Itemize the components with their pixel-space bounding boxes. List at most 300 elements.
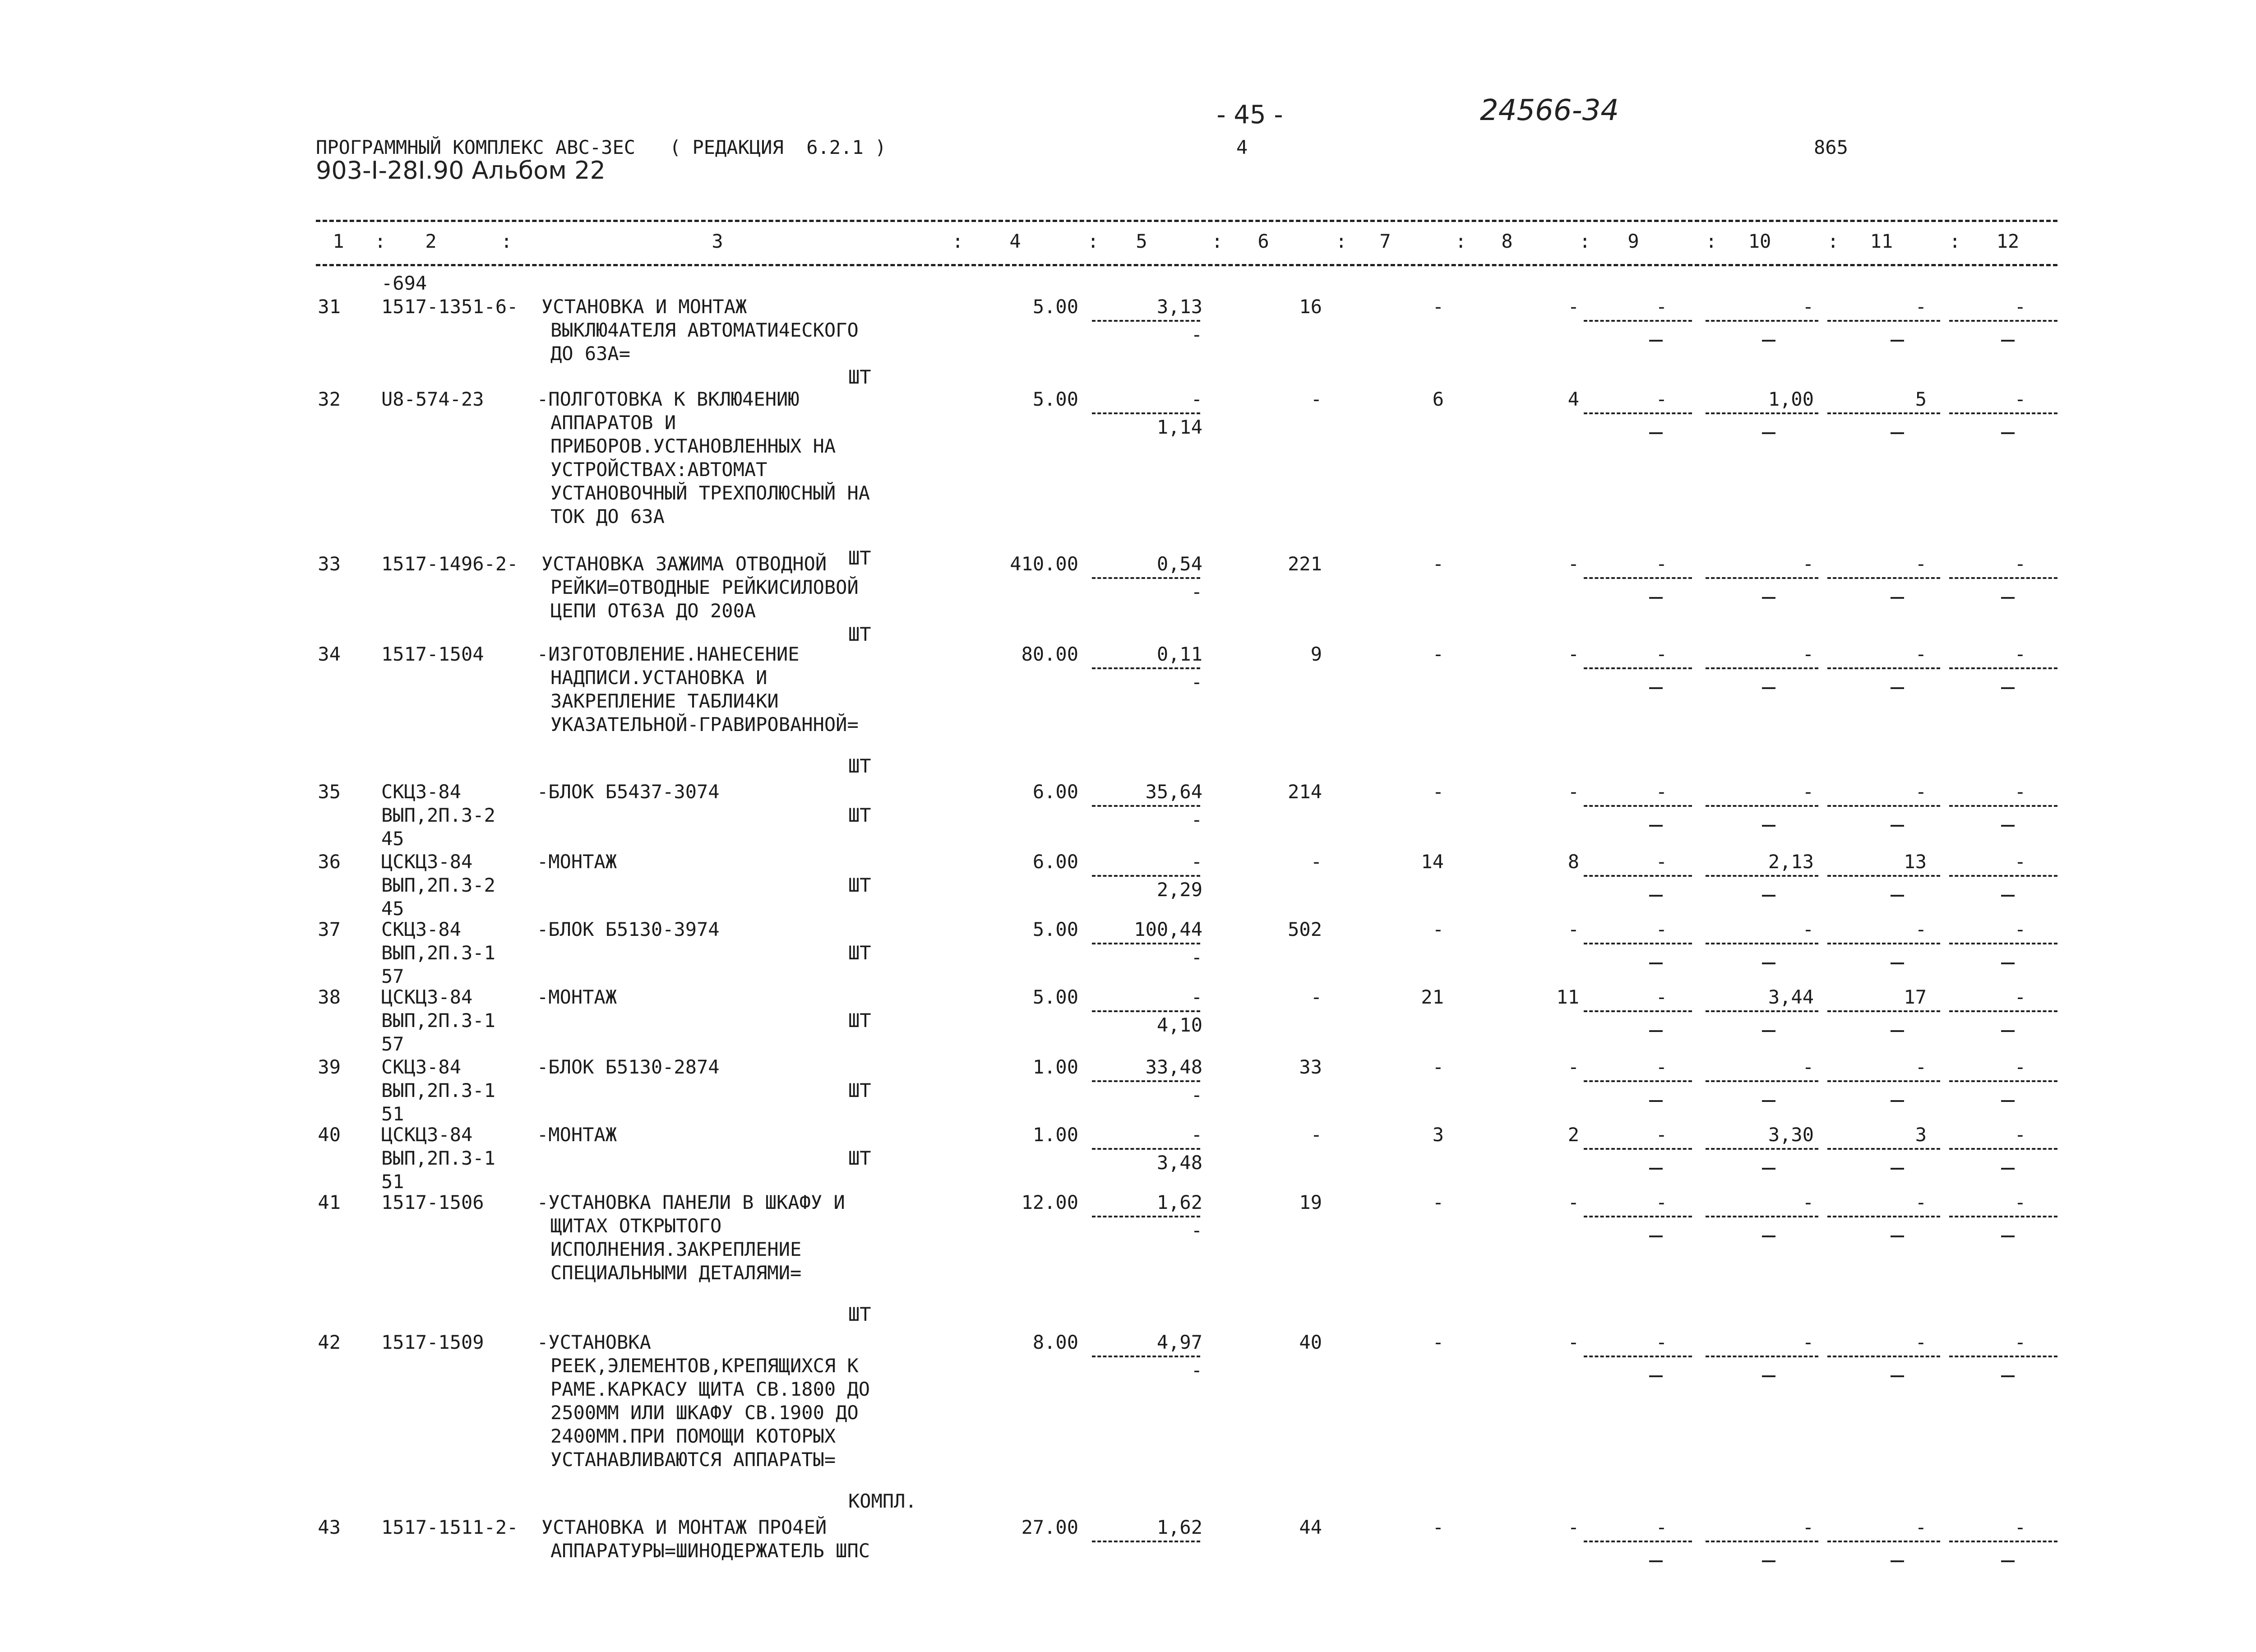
cell-underline <box>1706 805 1818 807</box>
unit-cost: 1,62 <box>1156 1516 1202 1538</box>
cell-underline <box>1584 1356 1692 1357</box>
empty-cell-dash <box>2001 1375 2015 1377</box>
norm-code: 1517-1496-2- <box>381 553 518 575</box>
empty-cell-dash <box>2001 1030 2015 1032</box>
empty-cell-dash <box>1649 825 1663 827</box>
row-number: 33 <box>318 553 341 575</box>
unit-label: ШТ <box>848 366 871 388</box>
col-11-value: - <box>1915 781 1927 803</box>
quantity: 80.00 <box>1021 643 1078 665</box>
empty-cell-dash <box>2001 1560 2015 1562</box>
col-11-value: 3 <box>1915 1124 1927 1146</box>
column-header-2: 2 <box>425 230 437 252</box>
norm-code: 1517-1509 <box>381 1331 484 1353</box>
col-9-value: - <box>1655 1124 1667 1146</box>
cell-underline <box>1092 1356 1200 1357</box>
cell-underline <box>1706 1541 1818 1542</box>
unit-cost: 35,64 <box>1145 781 1202 803</box>
empty-cell-dash <box>1649 1560 1663 1562</box>
cell-underline <box>1092 1216 1200 1217</box>
cell-underline <box>1584 577 1692 579</box>
cell-underline <box>1584 1010 1692 1012</box>
column-separator: : <box>1579 230 1591 252</box>
empty-cell-dash <box>2001 687 2015 689</box>
description-line: ТОК ДО 63А <box>550 505 665 528</box>
row-number: 34 <box>318 643 341 665</box>
norm-code: СКЦЗ-84 <box>381 918 462 940</box>
unit-cost-secondary: - <box>1191 581 1202 603</box>
col-7-value: - <box>1432 1331 1444 1353</box>
column-header-6: 6 <box>1257 230 1269 252</box>
table-header-rule <box>316 264 2057 266</box>
cell-underline <box>1827 805 1940 807</box>
norm-code: ЦСКЦЗ-84 <box>381 1124 473 1146</box>
col-12-value: - <box>2014 1516 2026 1538</box>
col-7-value: - <box>1432 553 1444 575</box>
empty-cell-dash <box>1649 1375 1663 1377</box>
norm-code-page: 51 <box>381 1171 404 1193</box>
col-8-value: - <box>1567 1516 1579 1538</box>
description-line: РАМЕ.КАРКАСУ ЩИТА СВ.1800 ДО <box>550 1378 870 1400</box>
empty-cell-dash <box>1891 1100 1904 1102</box>
unit-cost-secondary: - <box>1191 809 1202 831</box>
empty-cell-dash <box>1762 687 1775 689</box>
cell-underline <box>1092 1541 1200 1542</box>
quantity: 5.00 <box>1032 986 1078 1008</box>
column-header-7: 7 <box>1379 230 1391 252</box>
cell-underline <box>1827 1148 1940 1150</box>
unit-cost-secondary: - <box>1191 1219 1202 1241</box>
total-cost: 502 <box>1288 918 1322 940</box>
total-cost: - <box>1310 388 1322 410</box>
cell-underline <box>1827 1216 1940 1217</box>
norm-code: ЦСКЦЗ-84 <box>381 986 473 1008</box>
description-line: -МОНТАЖ <box>537 986 617 1008</box>
empty-cell-dash <box>1649 895 1663 897</box>
col-9-value: - <box>1655 388 1667 410</box>
col-9-value: - <box>1655 553 1667 575</box>
col-10-value: 3,30 <box>1768 1124 1814 1146</box>
norm-code-page: 45 <box>381 898 404 920</box>
col-8-value: 11 <box>1556 986 1579 1008</box>
quantity: 6.00 <box>1032 781 1078 803</box>
description-line: ЗАКРЕПЛЕНИЕ ТАБЛИ4КИ <box>550 690 779 712</box>
table-top-rule <box>316 220 2057 222</box>
empty-cell-dash <box>2001 1236 2015 1237</box>
empty-cell-dash <box>1762 1030 1775 1032</box>
column-separator: : <box>1455 230 1467 252</box>
col-9-value: - <box>1655 986 1667 1008</box>
cell-underline <box>1827 875 1940 877</box>
norm-code: 1517-1506 <box>381 1191 484 1213</box>
column-separator: : <box>501 230 513 252</box>
empty-cell-dash <box>2001 1100 2015 1102</box>
empty-cell-dash <box>1649 1168 1663 1170</box>
col-12-value: - <box>2014 1331 2026 1353</box>
col-7-value: - <box>1432 781 1444 803</box>
description-line: -МОНТАЖ <box>537 851 617 873</box>
col-8-value: - <box>1567 643 1579 665</box>
row-number: 40 <box>318 1124 341 1146</box>
row-number: 43 <box>318 1516 341 1538</box>
cell-underline <box>1827 412 1940 414</box>
description-line: РЕЕК,ЭЛЕМЕНТОВ,КРЕПЯЩИХСЯ К <box>550 1355 859 1377</box>
unit-label: КОМПЛ. <box>848 1490 917 1512</box>
unit-cost: - <box>1191 851 1202 873</box>
description-line: УСТРОЙСТВАХ:АВТОМАТ <box>550 458 767 481</box>
norm-code-page: 57 <box>381 965 404 987</box>
col-8-value: 4 <box>1567 388 1579 410</box>
cell-underline <box>1584 1148 1692 1150</box>
cell-underline <box>1584 1080 1692 1082</box>
unit-cost: 3,13 <box>1156 296 1202 318</box>
empty-cell-dash <box>1891 1560 1904 1562</box>
quantity: 12.00 <box>1021 1191 1078 1213</box>
cell-underline <box>1706 1148 1818 1150</box>
unit-cost: - <box>1191 388 1202 410</box>
cell-underline <box>1706 577 1818 579</box>
col-12-value: - <box>2014 1124 2026 1146</box>
cell-underline <box>1584 667 1692 669</box>
col-9-value: - <box>1655 1191 1667 1213</box>
description-line: -БЛОК Б5130-2874 <box>537 1056 720 1078</box>
empty-cell-dash <box>1762 1560 1775 1562</box>
header-code-right: 865 <box>1814 136 1848 158</box>
quantity: 1.00 <box>1032 1124 1078 1146</box>
pre-code: -694 <box>381 272 427 294</box>
col-8-value: - <box>1567 553 1579 575</box>
description-line: УСТАНОВОЧНЫЙ ТРЕХПОЛЮСНЫЙ НА <box>550 482 870 504</box>
col-7-value: - <box>1432 1191 1444 1213</box>
norm-code-issue: ВЫП,2П.3-1 <box>381 1009 495 1032</box>
description-line: АППАРАТУРЫ=ШИНОДЕРЖАТЕЛЬ ШПС <box>550 1540 870 1562</box>
col-11-value: - <box>1915 1331 1927 1353</box>
total-cost: 40 <box>1299 1331 1322 1353</box>
cell-underline <box>1092 577 1200 579</box>
col-10-value: 2,13 <box>1768 851 1814 873</box>
total-cost: 19 <box>1299 1191 1322 1213</box>
description-line: УСТАНОВКА И МОНТАЖ ПРО4ЕЙ <box>541 1516 827 1538</box>
cell-underline <box>1706 667 1818 669</box>
quantity: 8.00 <box>1032 1331 1078 1353</box>
col-10-value: 1,00 <box>1768 388 1814 410</box>
description-line: -БЛОК Б5130-3974 <box>537 918 720 940</box>
unit-cost: 100,44 <box>1134 918 1202 940</box>
total-cost: 221 <box>1288 553 1322 575</box>
empty-cell-dash <box>1891 687 1904 689</box>
empty-cell-dash <box>1649 597 1663 599</box>
cell-underline <box>1949 1216 2057 1217</box>
empty-cell-dash <box>1891 1236 1904 1237</box>
description-line: ИСПОЛНЕНИЯ.ЗАКРЕПЛЕНИЕ <box>550 1238 802 1260</box>
column-separator: : <box>1087 230 1099 252</box>
empty-cell-dash <box>2001 597 2015 599</box>
total-cost: 33 <box>1299 1056 1322 1078</box>
empty-cell-dash <box>1649 687 1663 689</box>
col-10-value: - <box>1802 296 1814 318</box>
column-separator: : <box>374 230 386 252</box>
col-7-value: 21 <box>1421 986 1444 1008</box>
cell-underline <box>1706 1356 1818 1357</box>
norm-code: U8-574-23 <box>381 388 484 410</box>
column-separator: : <box>1949 230 1961 252</box>
empty-cell-dash <box>1762 895 1775 897</box>
cell-underline <box>1092 943 1200 944</box>
cell-underline <box>1092 412 1200 414</box>
col-7-value: 6 <box>1432 388 1444 410</box>
col-8-value: - <box>1567 781 1579 803</box>
cell-underline <box>1706 1216 1818 1217</box>
norm-code-page: 57 <box>381 1033 404 1055</box>
description-line: -ИЗГОТОВЛЕНИЕ.НАНЕСЕНИЕ <box>537 643 800 665</box>
description-line: -УСТАНОВКА <box>537 1331 651 1353</box>
sheet-number: 4 <box>1236 136 1248 158</box>
cell-underline <box>1949 1148 2057 1150</box>
quantity: 5.00 <box>1032 296 1078 318</box>
empty-cell-dash <box>1891 1030 1904 1032</box>
cell-underline <box>1949 1010 2057 1012</box>
empty-cell-dash <box>1891 825 1904 827</box>
row-number: 32 <box>318 388 341 410</box>
norm-code-issue: ВЫП,2П.3-1 <box>381 1079 495 1101</box>
cell-underline <box>1584 412 1692 414</box>
description-line: -УСТАНОВКА ПАНЕЛИ В ШКАФУ И <box>537 1191 845 1213</box>
quantity: 6.00 <box>1032 851 1078 873</box>
cell-underline <box>1827 1080 1940 1082</box>
quantity: 410.00 <box>1010 553 1078 575</box>
row-number: 36 <box>318 851 341 873</box>
col-10-value: - <box>1802 1516 1814 1538</box>
description-line: -БЛОК Б5437-3074 <box>537 781 720 803</box>
description-line: ВЫКЛЮ4АТЕЛЯ АВТОМАТИ4ЕСКОГО <box>550 319 859 341</box>
col-12-value: - <box>2014 851 2026 873</box>
cell-underline <box>1092 667 1200 669</box>
column-separator: : <box>1211 230 1223 252</box>
empty-cell-dash <box>1762 597 1775 599</box>
unit-cost-secondary: - <box>1191 1359 1202 1381</box>
cell-underline <box>1949 875 2057 877</box>
unit-cost: 0,54 <box>1156 553 1202 575</box>
col-9-value: - <box>1655 1331 1667 1353</box>
norm-code: ЦСКЦЗ-84 <box>381 851 473 873</box>
col-9-value: - <box>1655 781 1667 803</box>
total-cost: 214 <box>1288 781 1322 803</box>
empty-cell-dash <box>1649 963 1663 964</box>
empty-cell-dash <box>1891 895 1904 897</box>
col-12-value: - <box>2014 1056 2026 1078</box>
cell-underline <box>1706 1010 1818 1012</box>
cell-underline <box>1706 1080 1818 1082</box>
cell-underline <box>1092 875 1200 877</box>
unit-label: ШТ <box>848 623 871 645</box>
col-12-value: - <box>2014 1191 2026 1213</box>
col-12-value: - <box>2014 388 2026 410</box>
unit-cost: 0,11 <box>1156 643 1202 665</box>
column-separator: : <box>952 230 964 252</box>
empty-cell-dash <box>1891 1168 1904 1170</box>
cell-underline <box>1827 577 1940 579</box>
description-line: ДО 63А= <box>550 342 631 365</box>
row-number: 42 <box>318 1331 341 1353</box>
col-12-value: - <box>2014 918 2026 940</box>
cell-underline <box>1949 320 2057 322</box>
cell-underline <box>1706 875 1818 877</box>
norm-code: СКЦЗ-84 <box>381 1056 462 1078</box>
unit-cost: - <box>1191 986 1202 1008</box>
total-cost: - <box>1310 986 1322 1008</box>
cell-underline <box>1092 1010 1200 1012</box>
unit-cost-secondary: - <box>1191 946 1202 968</box>
row-number: 41 <box>318 1191 341 1213</box>
document-code: 24566-34 <box>1480 94 1619 127</box>
unit-cost: 1,62 <box>1156 1191 1202 1213</box>
col-8-value: - <box>1567 918 1579 940</box>
description-line: УСТАНОВКА ЗАЖИМА ОТВОДНОЙ <box>541 553 827 575</box>
empty-cell-dash <box>2001 895 2015 897</box>
quantity: 27.00 <box>1021 1516 1078 1538</box>
unit-cost-secondary: - <box>1191 1084 1202 1106</box>
quantity: 5.00 <box>1032 388 1078 410</box>
col-8-value: - <box>1567 1331 1579 1353</box>
empty-cell-dash <box>1762 1375 1775 1377</box>
cell-underline <box>1949 577 2057 579</box>
cell-underline <box>1092 805 1200 807</box>
unit-cost: 33,48 <box>1145 1056 1202 1078</box>
col-9-value: - <box>1655 918 1667 940</box>
column-header-12: 12 <box>1996 230 2020 252</box>
col-8-value: 2 <box>1567 1124 1579 1146</box>
empty-cell-dash <box>1762 1236 1775 1237</box>
quantity: 5.00 <box>1032 918 1078 940</box>
empty-cell-dash <box>1891 340 1904 342</box>
col-8-value: - <box>1567 296 1579 318</box>
empty-cell-dash <box>2001 963 2015 964</box>
unit-cost: - <box>1191 1124 1202 1146</box>
empty-cell-dash <box>2001 1168 2015 1170</box>
col-8-value: - <box>1567 1056 1579 1078</box>
row-number: 35 <box>318 781 341 803</box>
description-line: -ПОЛГОТОВКА К ВКЛЮ4ЕНИЮ <box>537 388 800 410</box>
col-7-value: - <box>1432 643 1444 665</box>
empty-cell-dash <box>1891 1375 1904 1377</box>
empty-cell-dash <box>1891 432 1904 434</box>
empty-cell-dash <box>1762 340 1775 342</box>
col-7-value: - <box>1432 1516 1444 1538</box>
empty-cell-dash <box>1762 1100 1775 1102</box>
empty-cell-dash <box>2001 432 2015 434</box>
unit-label: ШТ <box>848 547 871 569</box>
row-number: 37 <box>318 918 341 940</box>
description-line: ЦЕПИ ОТ63А ДО 200А <box>550 600 756 622</box>
empty-cell-dash <box>1762 432 1775 434</box>
unit-label: ШТ <box>848 1079 871 1101</box>
col-10-value: - <box>1802 643 1814 665</box>
row-number: 39 <box>318 1056 341 1078</box>
cell-underline <box>1092 320 1200 322</box>
cell-underline <box>1949 1541 2057 1542</box>
col-11-value: - <box>1915 553 1927 575</box>
total-cost: - <box>1310 1124 1322 1146</box>
description-line: УСТАНОВКА И МОНТАЖ <box>541 296 747 318</box>
column-header-8: 8 <box>1501 230 1513 252</box>
empty-cell-dash <box>2001 825 2015 827</box>
cell-underline <box>1706 943 1818 944</box>
col-9-value: - <box>1655 1516 1667 1538</box>
description-line: НАДПИСИ.УСТАНОВКА И <box>550 666 767 689</box>
col-8-value: 8 <box>1567 851 1579 873</box>
unit-label: ШТ <box>848 1147 871 1169</box>
column-header-10: 10 <box>1748 230 1771 252</box>
col-12-value: - <box>2014 781 2026 803</box>
description-line: 2500ММ ИЛИ ШКАФУ СВ.1900 ДО <box>550 1402 859 1424</box>
column-separator: : <box>1706 230 1717 252</box>
column-header-3: 3 <box>712 230 723 252</box>
program-title: ПРОГРАММНЫЙ КОМПЛЕКС АВС-3ЕС ( РЕДАКЦИЯ 6.2.1 ) <box>316 136 887 158</box>
cell-underline <box>1949 667 2057 669</box>
unit-cost-secondary: 2,29 <box>1156 879 1202 901</box>
page-number: - 45 - <box>1216 100 1283 130</box>
cell-underline <box>1949 1356 2057 1357</box>
col-7-value: - <box>1432 1056 1444 1078</box>
unit-cost-secondary: - <box>1191 324 1202 346</box>
total-cost: 9 <box>1310 643 1322 665</box>
unit-label: ШТ <box>848 804 871 826</box>
col-9-value: - <box>1655 1056 1667 1078</box>
unit-label: ШТ <box>848 1303 871 1325</box>
cell-underline <box>1827 943 1940 944</box>
col-8-value: - <box>1567 1191 1579 1213</box>
column-header-5: 5 <box>1136 230 1147 252</box>
description-line: ПРИБОРОВ.УСТАНОВЛЕННЫХ НА <box>550 435 836 457</box>
unit-cost-secondary: 3,48 <box>1156 1152 1202 1174</box>
col-10-value: - <box>1802 553 1814 575</box>
col-11-value: - <box>1915 1516 1927 1538</box>
cell-underline <box>1949 1080 2057 1082</box>
empty-cell-dash <box>1762 1168 1775 1170</box>
column-separator: : <box>1336 230 1347 252</box>
col-10-value: - <box>1802 1056 1814 1078</box>
album-line: 903-I-28I.90 Альбом 22 <box>316 156 606 185</box>
col-11-value: - <box>1915 1056 1927 1078</box>
description-line: 2400ММ.ПРИ ПОМОЩИ КОТОРЫХ <box>550 1425 836 1447</box>
column-separator: : <box>1827 230 1839 252</box>
norm-code-page: 51 <box>381 1103 404 1125</box>
empty-cell-dash <box>1649 1236 1663 1237</box>
col-7-value: 3 <box>1432 1124 1444 1146</box>
empty-cell-dash <box>1649 340 1663 342</box>
norm-code: 1517-1351-6- <box>381 296 518 318</box>
cell-underline <box>1827 1541 1940 1542</box>
empty-cell-dash <box>1762 963 1775 964</box>
empty-cell-dash <box>1649 432 1663 434</box>
cell-underline <box>1827 1356 1940 1357</box>
col-9-value: - <box>1655 296 1667 318</box>
col-10-value: 3,44 <box>1768 986 1814 1008</box>
empty-cell-dash <box>1891 963 1904 964</box>
empty-cell-dash <box>1891 597 1904 599</box>
col-11-value: 13 <box>1904 851 1927 873</box>
col-11-value: - <box>1915 296 1927 318</box>
norm-code: СКЦЗ-84 <box>381 781 462 803</box>
empty-cell-dash <box>2001 340 2015 342</box>
quantity: 1.00 <box>1032 1056 1078 1078</box>
total-cost: 44 <box>1299 1516 1322 1538</box>
cell-underline <box>1584 943 1692 944</box>
unit-cost: 4,97 <box>1156 1331 1202 1353</box>
col-7-value: - <box>1432 918 1444 940</box>
column-header-1: 1 <box>333 230 344 252</box>
norm-code: 1517-1511-2- <box>381 1516 518 1538</box>
